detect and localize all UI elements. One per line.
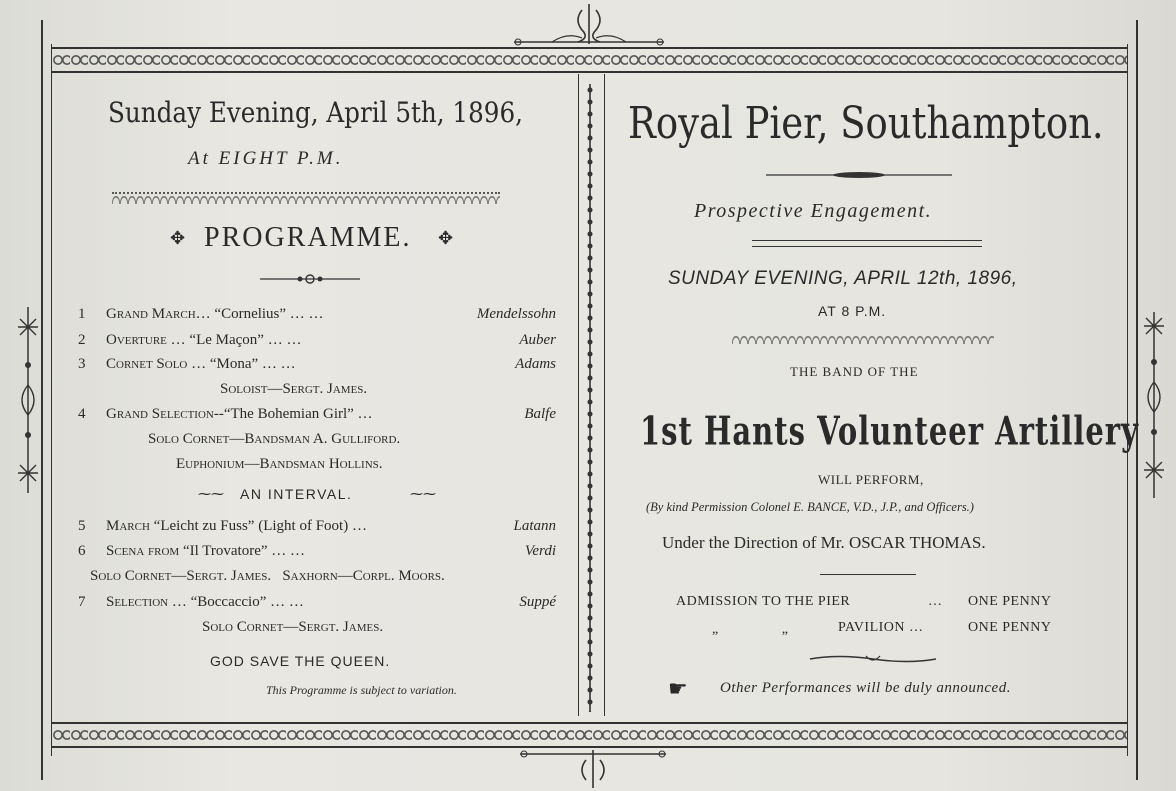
item-number: 1 (78, 306, 86, 322)
left-dotted-rule (112, 192, 500, 194)
left-wave-rule (112, 196, 500, 204)
center-line-right (604, 74, 605, 716)
admission-price: ONE PENNY (968, 594, 1052, 609)
item-title: Grand Selection (106, 406, 214, 422)
anthem-line: GOD SAVE THE QUEEN. (210, 653, 391, 669)
pavilion-price: ONE PENNY (968, 620, 1052, 635)
programme-heading: PROGRAMME. (204, 222, 412, 253)
item-title: March (106, 518, 150, 534)
item-number: 7 (78, 594, 86, 610)
item-title: Overture (106, 332, 167, 348)
band-of-label: THE BAND OF THE (790, 364, 919, 379)
center-chain-divider (583, 84, 597, 712)
venue-divider-ornament (764, 168, 954, 182)
bottom-flourish-ornament (518, 748, 668, 790)
item-piece: … “Mona” … … (187, 356, 296, 372)
admission-dots: … (928, 594, 942, 609)
item-piece: … “Le Maçon” … … (166, 332, 302, 348)
admission-label: ADMISSION TO THE PIER (676, 594, 851, 609)
direction-rule (820, 574, 916, 575)
soloist-line-4b: Euphonium—Bandsman Hollins. (176, 456, 383, 472)
variation-note: This Programme is subject to variation. (266, 683, 457, 697)
item-title: Cornet Solo (106, 356, 188, 372)
soloist-line-3: Soloist—Sergt. James. (220, 381, 368, 397)
item-title: Grand March (106, 306, 196, 322)
item-piece: “Leicht zu Fuss” (Light of Foot) … (149, 518, 367, 534)
item-composer: Adams (515, 356, 556, 372)
prospective-label: Prospective Engagement. (694, 200, 933, 222)
direction-line: Under the Direction of Mr. OSCAR THOMAS. (662, 533, 986, 552)
pavilion-label: PAVILION … (838, 620, 924, 635)
interval-left-flourish: ⁓⁓ (198, 486, 224, 501)
ditto-marks: „ „ (712, 622, 788, 637)
item-piece: … “Cornelius” … … (195, 306, 324, 322)
left-time-line: At EIGHT P.M. (188, 148, 344, 169)
right-frame-line (1136, 20, 1138, 780)
interval-right-flourish: ⁓⁓ (410, 486, 436, 501)
programme-heading-left-fleuron: ✥ (170, 228, 186, 248)
top-flourish-ornament (512, 0, 666, 48)
center-line-left (578, 74, 579, 716)
right-inner-frame-line (1127, 44, 1128, 756)
item-piece: “Il Trovatore” … … (179, 543, 306, 559)
programme-divider-ornament (258, 272, 362, 286)
programme-heading-right-fleuron: ✥ (438, 228, 454, 248)
item-title: Scena from (106, 543, 180, 559)
item-title: Selection (106, 594, 169, 610)
item-composer: Verdi (524, 543, 556, 559)
soloist-line-4a: Solo Cornet—Bandsman A. Gulliford. (148, 431, 401, 447)
item-composer: Mendelssohn (476, 306, 556, 322)
bottom-ornamental-border (52, 722, 1127, 748)
will-perform-label: WILL PERFORM, (818, 472, 924, 487)
soloist-line-7: Solo Cornet—Sergt. James. (202, 619, 384, 635)
closing-flourish-ornament (808, 652, 938, 666)
item-number: 5 (78, 518, 86, 534)
item-composer: Latann (513, 518, 556, 534)
soloist-line-6: Solo Cornet—Sergt. James. Saxhorn—Corpl. Moors. (90, 568, 445, 584)
item-number: 4 (78, 406, 86, 422)
pointing-hand-icon: ☛ (668, 676, 688, 701)
left-inner-frame-line (51, 44, 52, 756)
interval-label: AN INTERVAL. (240, 486, 353, 502)
item-piece: --“The Bohemian Girl” … (213, 406, 373, 422)
item-number: 2 (78, 332, 86, 348)
prospective-rule-bottom (752, 246, 982, 247)
band-name: 1st Hants Volunteer Artillery (640, 408, 1139, 454)
item-number: 6 (78, 543, 86, 559)
item-number: 3 (78, 356, 86, 372)
left-date-line: Sunday Evening, April 5th, 1896, (108, 96, 523, 129)
prospective-rule-top (752, 240, 982, 241)
item-composer: Auber (519, 332, 556, 348)
other-performances-note: Other Performances will be duly announced. (720, 680, 1011, 696)
engagement-time-line: AT 8 P.M. (818, 303, 887, 319)
item-composer: Suppé (519, 594, 556, 610)
right-wave-rule (732, 336, 994, 344)
permission-note: (By kind Permission Colonel E. BANCE, V.D., J.P., and Officers.) (646, 500, 974, 514)
top-ornamental-border (52, 47, 1127, 73)
right-side-ornament (1140, 310, 1168, 500)
left-side-ornament (14, 305, 42, 495)
item-piece: … “Boccaccio” … … (168, 594, 304, 610)
item-composer: Balfe (524, 406, 556, 422)
engagement-date-line: SUNDAY EVENING, APRIL 12th, 1896, (668, 268, 1018, 289)
venue-title: Royal Pier, Southampton. (628, 98, 1104, 149)
